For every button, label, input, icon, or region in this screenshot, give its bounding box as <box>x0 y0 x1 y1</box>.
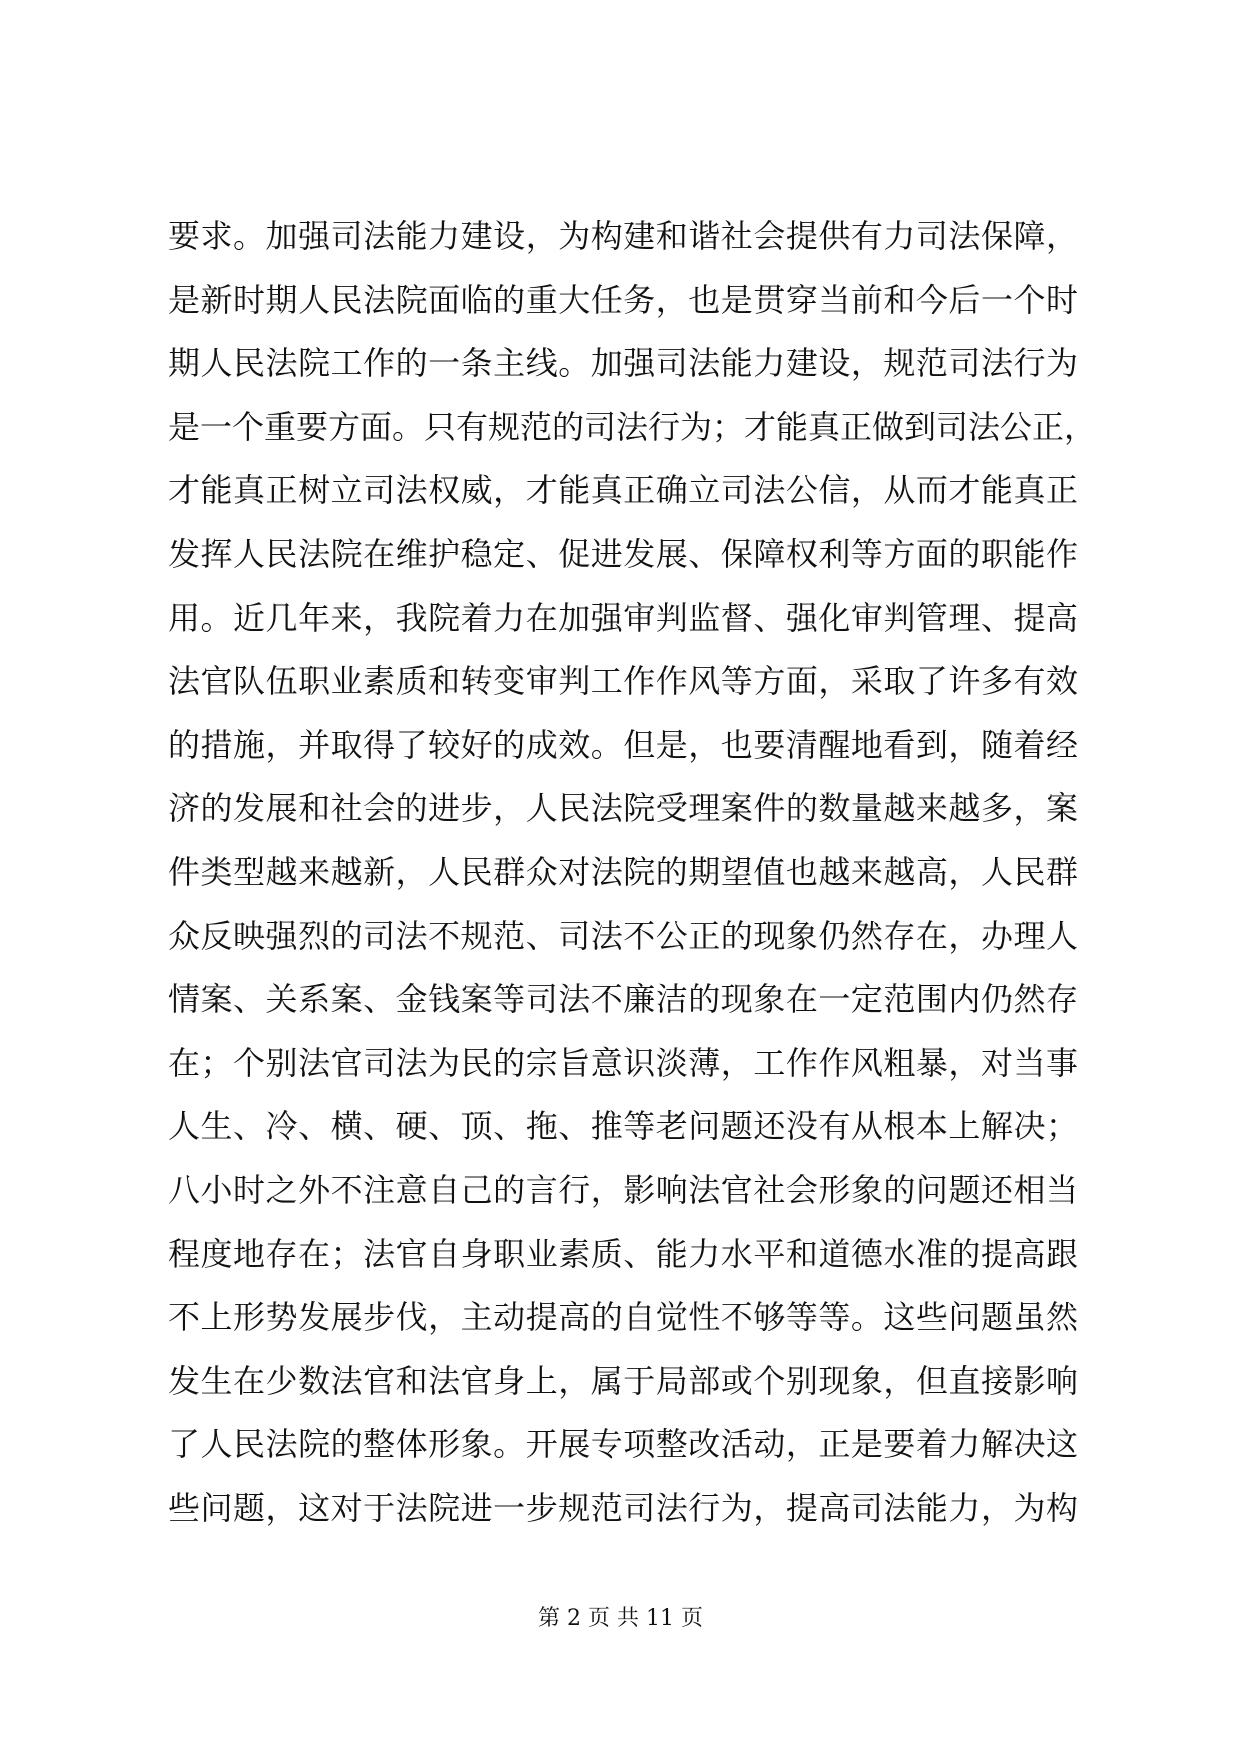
text-line: 济的发展和社会的进步，人民法院受理案件的数量越来越多，案 <box>168 789 1078 828</box>
text-line: 法官队伍职业素质和转变审判工作作风等方面，采取了许多有效 <box>168 662 1078 701</box>
text-line: 件类型越来越新，人民群众对法院的期望值也越来越高，人民群 <box>168 852 1078 891</box>
text-line: 是新时期人民法院面临的重大任务，也是贯穿当前和今后一个时 <box>168 280 1078 319</box>
text-line: 情案、关系案、金钱案等司法不廉洁的现象在一定范围内仍然存 <box>168 980 1078 1019</box>
body-text <box>168 205 1097 1540</box>
text-line: 些问题，这对于法院进一步规范司法行为，提高司法能力，为构 <box>168 1488 1078 1527</box>
text-line: 是一个重要方面。只有规范的司法行为；才能真正做到司法公正， <box>168 407 1097 446</box>
text-line: 才能真正树立司法权威，才能真正确立司法公信，从而才能真正 <box>168 471 1078 510</box>
text-line: 发生在少数法官和法官身上，属于局部或个别现象，但直接影响 <box>168 1361 1078 1400</box>
text-line: 用。近几年来，我院着力在加强审判监督、强化审判管理、提高 <box>168 598 1078 637</box>
text-line: 的措施，并取得了较好的成效。但是，也要清醒地看到，随着经 <box>168 725 1078 764</box>
text-line: 期人民法院工作的一条主线。加强司法能力建设，规范司法行为 <box>168 344 1078 383</box>
text-line: 人生、冷、横、硬、顶、拖、推等老问题还没有从根本上解决； <box>168 1107 1078 1146</box>
text-line: 发挥人民法院在维护稳定、促进发展、保障权利等方面的职能作 <box>168 534 1078 573</box>
text-line: 要求。加强司法能力建设，为构建和谐社会提供有力司法保障， <box>168 217 1078 255</box>
text-line: 程度地存在；法官自身职业素质、能力水平和道德水准的提高跟 <box>168 1234 1078 1273</box>
page-number-footer: 第 2 页 共 11 页 <box>538 1606 703 1631</box>
text-line: 了人民法院的整体形象。开展专项整改活动，正是要着力解决这 <box>168 1425 1078 1464</box>
text-line: 众反映强烈的司法不规范、司法不公正的现象仍然存在，办理人 <box>168 916 1078 955</box>
text-line: 八小时之外不注意自己的言行，影响法官社会形象的问题还相当 <box>168 1170 1078 1209</box>
text-line: 不上形势发展步伐，主动提高的自觉性不够等等。这些问题虽然 <box>168 1298 1078 1337</box>
text-line: 在；个别法官司法为民的宗旨意识淡薄，工作作风粗暴，对当事 <box>168 1043 1078 1082</box>
